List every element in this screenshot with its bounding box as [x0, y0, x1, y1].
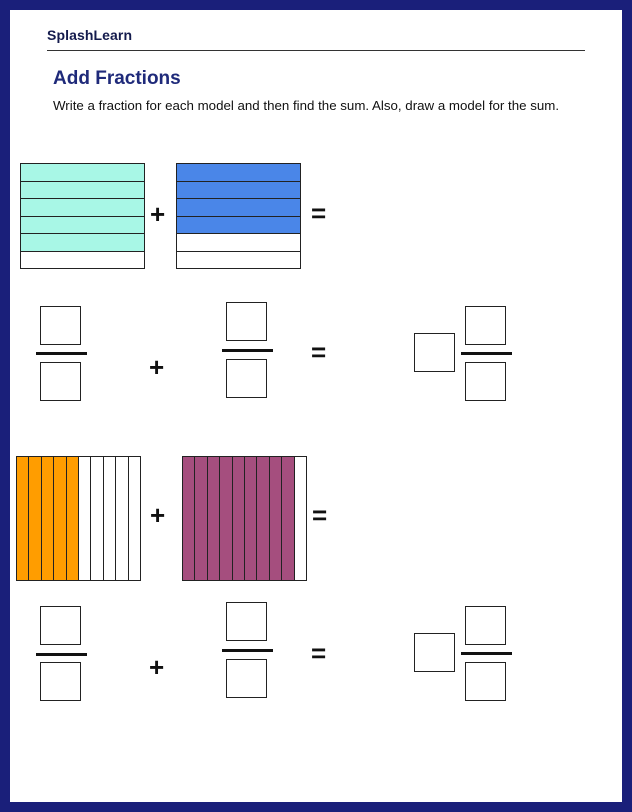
numerator-box[interactable]	[226, 602, 267, 641]
unshaded-part	[295, 457, 306, 580]
unshaded-part	[79, 457, 91, 580]
plus-sign: +	[149, 652, 165, 682]
shaded-part	[177, 182, 300, 200]
fraction-model-2a	[16, 456, 141, 581]
shaded-part	[42, 457, 54, 580]
shaded-part	[21, 182, 144, 200]
unshaded-part	[21, 252, 144, 269]
fraction-bar	[222, 349, 273, 352]
fraction-bar	[461, 652, 512, 655]
shaded-part	[233, 457, 245, 580]
unshaded-part	[91, 457, 103, 580]
equals-sign: =	[311, 198, 327, 228]
unshaded-part	[177, 252, 300, 269]
shaded-part	[21, 234, 144, 252]
whole-number-box[interactable]	[414, 333, 455, 372]
shaded-part	[282, 457, 294, 580]
numerator-box[interactable]	[465, 606, 506, 645]
numerator-box[interactable]	[40, 306, 81, 345]
shaded-part	[21, 199, 144, 217]
instructions: Write a fraction for each model and then find the sum. Also, draw a model for the sum.	[53, 98, 560, 113]
shaded-part	[54, 457, 66, 580]
shaded-part	[183, 457, 195, 580]
denominator-box[interactable]	[465, 662, 506, 701]
fraction-bar	[461, 352, 512, 355]
denominator-box[interactable]	[226, 359, 267, 398]
plus-sign: +	[150, 500, 166, 530]
shaded-part	[21, 164, 144, 182]
shaded-part	[245, 457, 257, 580]
fraction-bar	[36, 352, 87, 355]
fraction-model-1b	[176, 163, 301, 269]
page-title: Add Fractions	[53, 68, 181, 89]
brand-logo: SplashLearn	[47, 27, 133, 43]
shaded-part	[270, 457, 282, 580]
denominator-box[interactable]	[40, 662, 81, 701]
unshaded-part	[104, 457, 116, 580]
unshaded-part	[177, 234, 300, 252]
numerator-box[interactable]	[226, 302, 267, 341]
unshaded-part	[129, 457, 140, 580]
shaded-part	[195, 457, 207, 580]
denominator-box[interactable]	[465, 362, 506, 401]
fraction-model-2b	[182, 456, 307, 581]
equals-sign: =	[312, 500, 328, 530]
equals-sign: =	[311, 638, 327, 668]
shaded-part	[177, 217, 300, 235]
plus-sign: +	[149, 352, 165, 382]
numerator-box[interactable]	[465, 306, 506, 345]
whole-number-box[interactable]	[414, 633, 455, 672]
shaded-part	[177, 164, 300, 182]
fraction-bar	[222, 649, 273, 652]
shaded-part	[208, 457, 220, 580]
unshaded-part	[116, 457, 128, 580]
denominator-box[interactable]	[226, 659, 267, 698]
shaded-part	[29, 457, 41, 580]
worksheet-page	[10, 10, 622, 802]
plus-sign: +	[150, 199, 166, 229]
header-divider	[47, 50, 585, 51]
shaded-part	[257, 457, 269, 580]
shaded-part	[177, 199, 300, 217]
numerator-box[interactable]	[40, 606, 81, 645]
shaded-part	[220, 457, 232, 580]
shaded-part	[17, 457, 29, 580]
shaded-part	[21, 217, 144, 235]
denominator-box[interactable]	[40, 362, 81, 401]
shaded-part	[67, 457, 79, 580]
equals-sign: =	[311, 337, 327, 367]
fraction-model-1a	[20, 163, 145, 269]
fraction-bar	[36, 653, 87, 656]
